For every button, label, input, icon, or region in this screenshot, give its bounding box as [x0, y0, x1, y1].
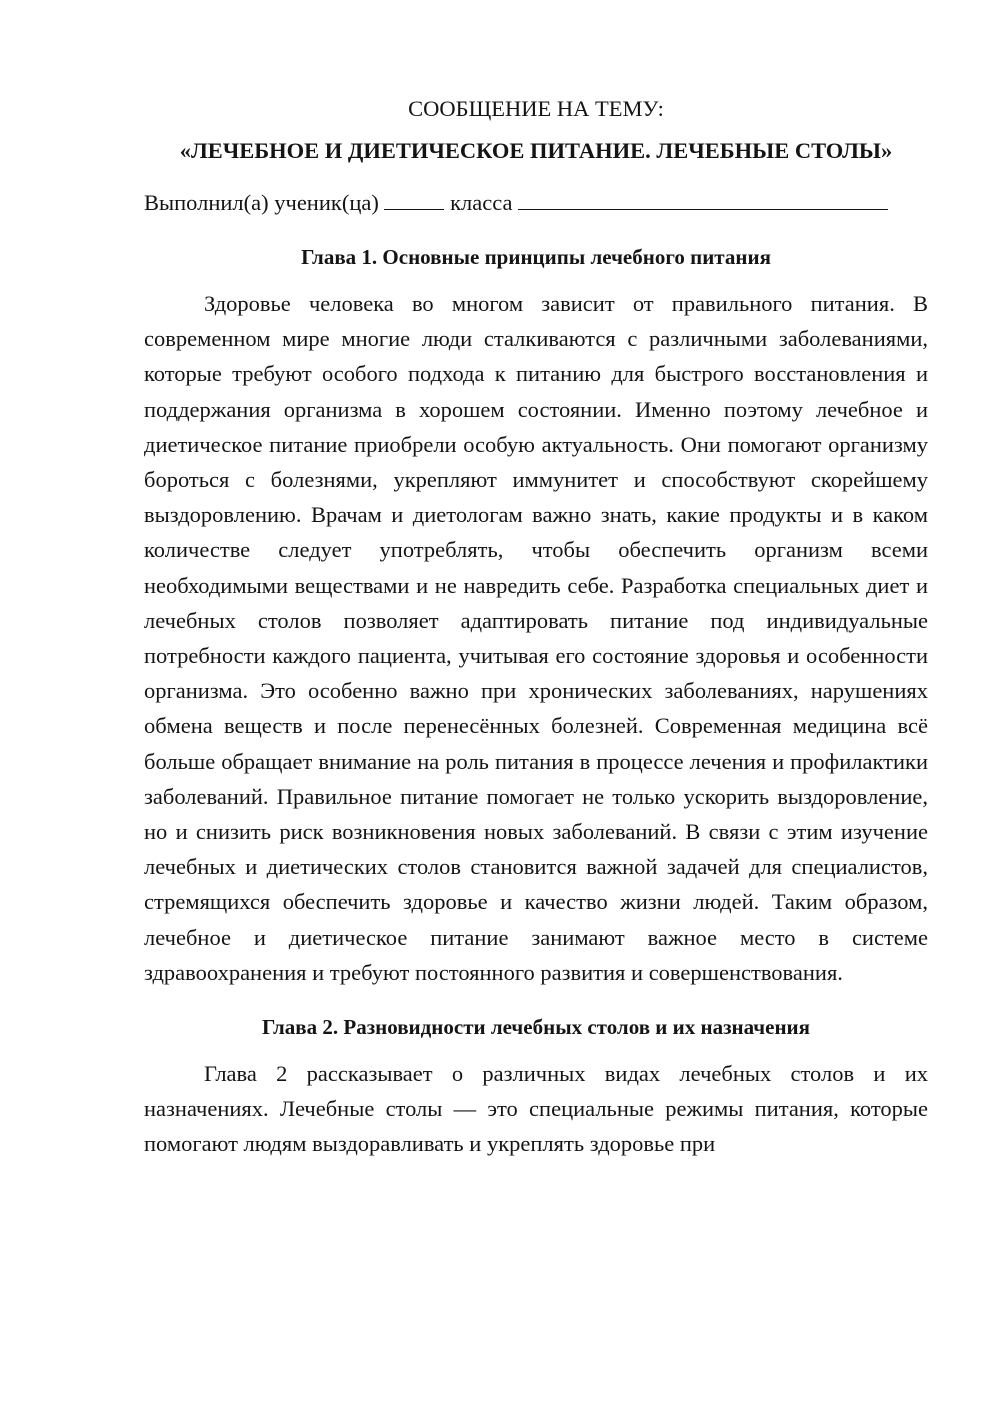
chapter-2-paragraph: Глава 2 рассказывает о различных видах лечебных столов и их назначениях. Лечебные столы — это специальные режимы питания, которые помогают людям выздоравливать и укреплять здоровье при — [144, 1061, 928, 1157]
document-page — [144, 92, 928, 1162]
class-label: класса — [450, 190, 513, 215]
performed-by-label: Выполнил(а) ученик(ца) — [144, 190, 379, 215]
document-subtitle: «ЛЕЧЕБНОЕ И ДИЕТИЧЕСКОЕ ПИТАНИЕ. ЛЕЧЕБНЫЕ СТОЛЫ» — [179, 138, 893, 163]
sign-line — [144, 186, 928, 220]
document-title: СООБЩЕНИЕ НА ТЕМУ: — [408, 96, 664, 121]
grade-blank-field[interactable] — [384, 187, 444, 210]
name-blank-field[interactable] — [518, 187, 888, 210]
chapter-1-heading: Глава 1. Основные принципы лечебного питания — [301, 245, 771, 269]
chapter-2-heading: Глава 2. Разновидности лечебных столов и их назначения — [262, 1015, 810, 1040]
chapter-1-paragraph: Здоровье человека во многом зависит от правильного питания. В современном мире многие люди сталкиваются с различными заболеваниями, которые требуют особого подхода к питанию для быстрого восстановления и поддержания организма в хорошем состоянии. Именно поэтому лечебное и диетическое питание приобрели особую актуальность. Они помогают организму бороться с болезнями, укрепляют иммунитет и способствуют скорейшему выздоровлению. Врачам и диетологам важно знать, какие продукты и в каком количестве следует употреблять, чтобы обеспечить организм всеми необходимыми веществами и не навредить себе. Разработка специальных диет и лечебных столов позволяет адаптировать питание под индивидуальные потребности каждого пациента, учитывая его состояние здоровья и особенности организма. Это особенно важно при хронических заболеваниях, нарушениях обмена веществ и после перенесённых болезней. Современная медицина всё больше обращает внимание на роль питания в процессе лечения и профилактики заболеваний. Правильное питание помогает не только ускорить выздоровление, но и снизить риск возникновения новых заболеваний. В связи с этим изучение лечебных и диетических столов становится важной задачей для специалистов, стремящихся обеспечить здоровье и качество жизни людей. Таким образом, лечебное и диетическое питание занимают важное место в системе здравоохранения и требуют постоянного развития и совершенствования. — [144, 291, 928, 985]
